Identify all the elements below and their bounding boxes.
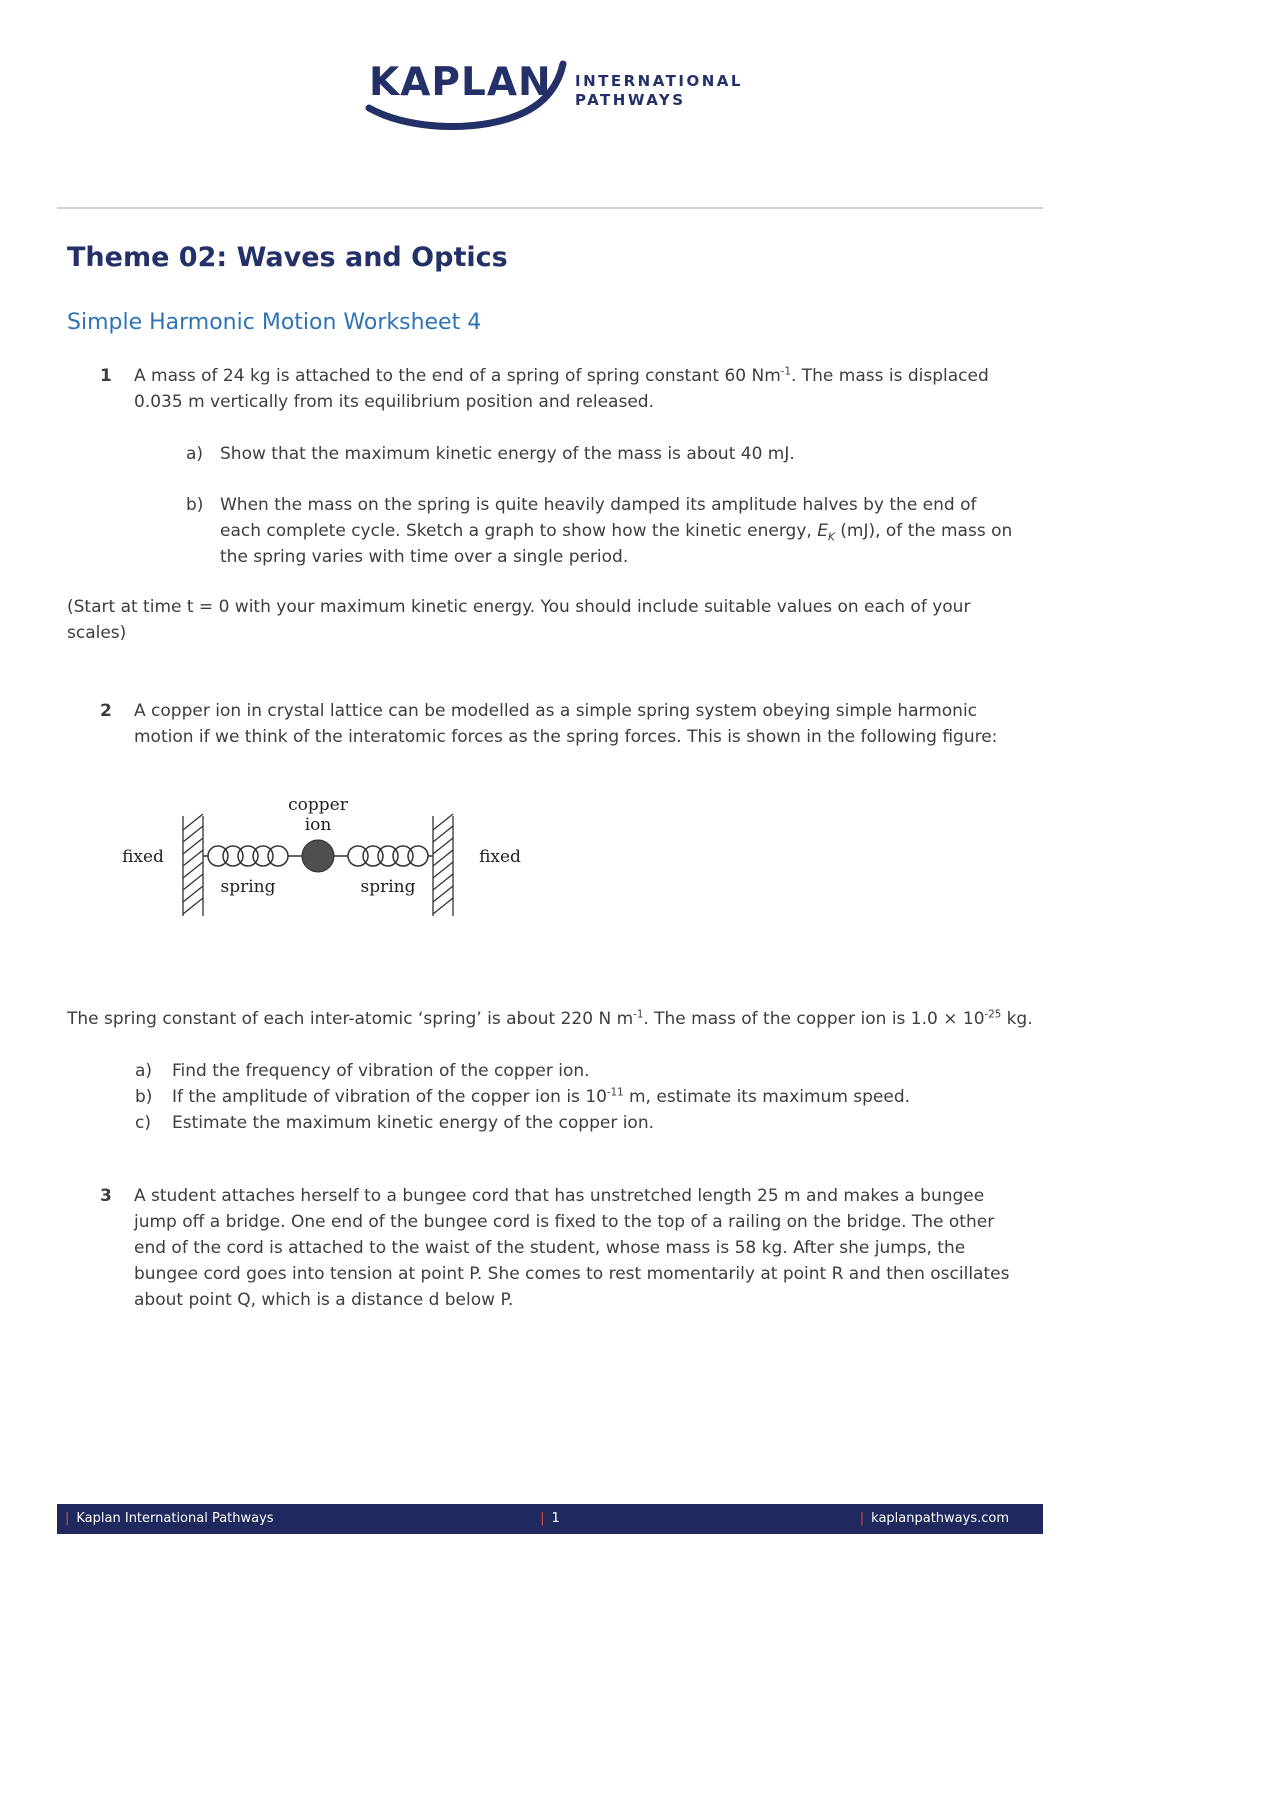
question-2b-superscript: -11: [606, 1087, 624, 1099]
question-1a-text: Show that the maximum kinetic energy of the mass is about 40 mJ.: [220, 444, 795, 464]
question-2a: [135, 1058, 1035, 1084]
question-1b-text-part1: When the mass on the spring is quite heavily damped its amplitude halves by the end of each complete cycle. Sketch a graph to show how the kinetic energy,: [220, 495, 977, 541]
footer-separator-right: |: [859, 1511, 865, 1526]
left-spring-icon: [203, 846, 302, 866]
footer-org-name: Kaplan International Pathways: [76, 1511, 274, 1526]
right-spring-icon: [334, 846, 433, 866]
left-wall-hatching: [183, 814, 203, 916]
question-2b-label: b): [135, 1087, 153, 1107]
question-2b-text-part1: If the amplitude of vibration of the copper ion is 10: [172, 1087, 607, 1107]
question-2b-text: [172, 1084, 1035, 1110]
question-1-superscript: -1: [780, 366, 791, 378]
question-1: [100, 363, 1028, 415]
question-1-text-part1: A mass of 24 kg is attached to the end of a spring of spring constant 60 Nm: [134, 366, 781, 386]
figure-label-spring-right: spring: [360, 877, 416, 897]
question-2-number: 2: [100, 701, 112, 721]
question-2-continuation: [67, 1006, 1043, 1032]
question-2-cont-part3: kg.: [1001, 1009, 1033, 1029]
figure-label-fixed-left: fixed: [122, 847, 164, 867]
question-1-text: [134, 363, 1028, 415]
question-2c: [135, 1110, 1035, 1136]
copper-ion-icon: [302, 840, 334, 872]
footer-website-link[interactable]: kaplanpathways.com: [871, 1511, 1009, 1526]
question-2b: [135, 1084, 1035, 1110]
footer-page-number-value: 1: [551, 1511, 560, 1526]
question-3-text: A student attaches herself to a bungee cord that has unstretched length 25 m and makes a bungee jump off a bridge. One end of the bungee cord is fixed to the top of a railing on the bridge. The other end of the cord is attached to the waist of the student, whose mass is 58 kg. After she jumps, the bungee cord goes into tension at point P. She comes to rest momentarily at point R and then oscillates about point Q, which is a distance d below P.: [134, 1186, 1010, 1310]
question-2-subitems: [135, 1058, 1035, 1136]
question-1a-label: a): [186, 444, 204, 464]
kaplan-logo: [365, 56, 765, 142]
worksheet-subtitle: Simple Harmonic Motion Worksheet 4: [67, 310, 482, 335]
page-footer: [57, 1504, 1043, 1534]
kinetic-energy-symbol: E: [817, 521, 828, 541]
figure-label-fixed-right: fixed: [479, 847, 521, 867]
kaplan-logo-brand: KAPLAN: [369, 60, 552, 105]
figure-label-copper: copper: [288, 795, 348, 815]
footer-separator-center: |: [540, 1511, 545, 1526]
footer-separator-left: |: [65, 1511, 70, 1526]
logo-tagline-line2: PATHWAYS: [575, 91, 686, 109]
question-1a: [186, 441, 1028, 467]
kaplan-logo-tagline: [575, 72, 743, 110]
question-1b-text: [220, 492, 1020, 570]
page-title: Theme 02: Waves and Optics: [67, 242, 508, 273]
question-1b: [186, 492, 1020, 570]
question-2: [100, 698, 1028, 750]
question-2b-text-part2: m, estimate its maximum speed.: [623, 1087, 911, 1107]
question-1-number: 1: [100, 366, 112, 386]
question-1b-label: b): [186, 495, 204, 515]
footer-page-number: [540, 1504, 560, 1534]
question-2-text: A copper ion in crystal lattice can be modelled as a simple spring system obeying simple harmonic motion if we think of the interatomic forces as the spring forces. This is shown in the following figure:: [134, 701, 998, 747]
question-2c-text: Estimate the maximum kinetic energy of the copper ion.: [172, 1113, 655, 1133]
question-2-superscript-1: -1: [633, 1009, 644, 1021]
footer-right: [860, 1504, 1009, 1534]
question-2-cont-part2: . The mass of the copper ion is 1.0 × 10: [643, 1009, 985, 1029]
header-divider: [57, 207, 1043, 209]
question-2a-label: a): [135, 1061, 153, 1081]
question-2a-text: Find the frequency of vibration of the copper ion.: [172, 1061, 590, 1081]
logo-tagline-line1: INTERNATIONAL: [575, 72, 743, 90]
question-2-superscript-2: -25: [984, 1009, 1002, 1021]
question-2-cont-part1: The spring constant of each inter-atomic ‘spring’ is about 220 N m: [67, 1009, 634, 1029]
footer-left: [65, 1504, 274, 1534]
figure-label-spring-left: spring: [220, 877, 276, 897]
question-2c-label: c): [135, 1113, 151, 1133]
question-1b-text-part2: (mJ), of the mass on the spring varies with time over a single period.: [220, 521, 1013, 567]
question-3: [100, 1183, 1028, 1313]
right-wall-hatching: [433, 814, 453, 916]
question-1-text-part2: . The mass is displaced 0.035 m vertically from its equilibrium position and released.: [134, 366, 989, 412]
scales-note: (Start at time t = 0 with your maximum kinetic energy. You should include suitable values on each of your scales): [67, 597, 971, 643]
question-3-number: 3: [100, 1186, 112, 1206]
figure-label-ion: ion: [304, 815, 332, 835]
kinetic-energy-subscript: K: [827, 531, 835, 544]
spring-ion-figure: [100, 784, 540, 934]
